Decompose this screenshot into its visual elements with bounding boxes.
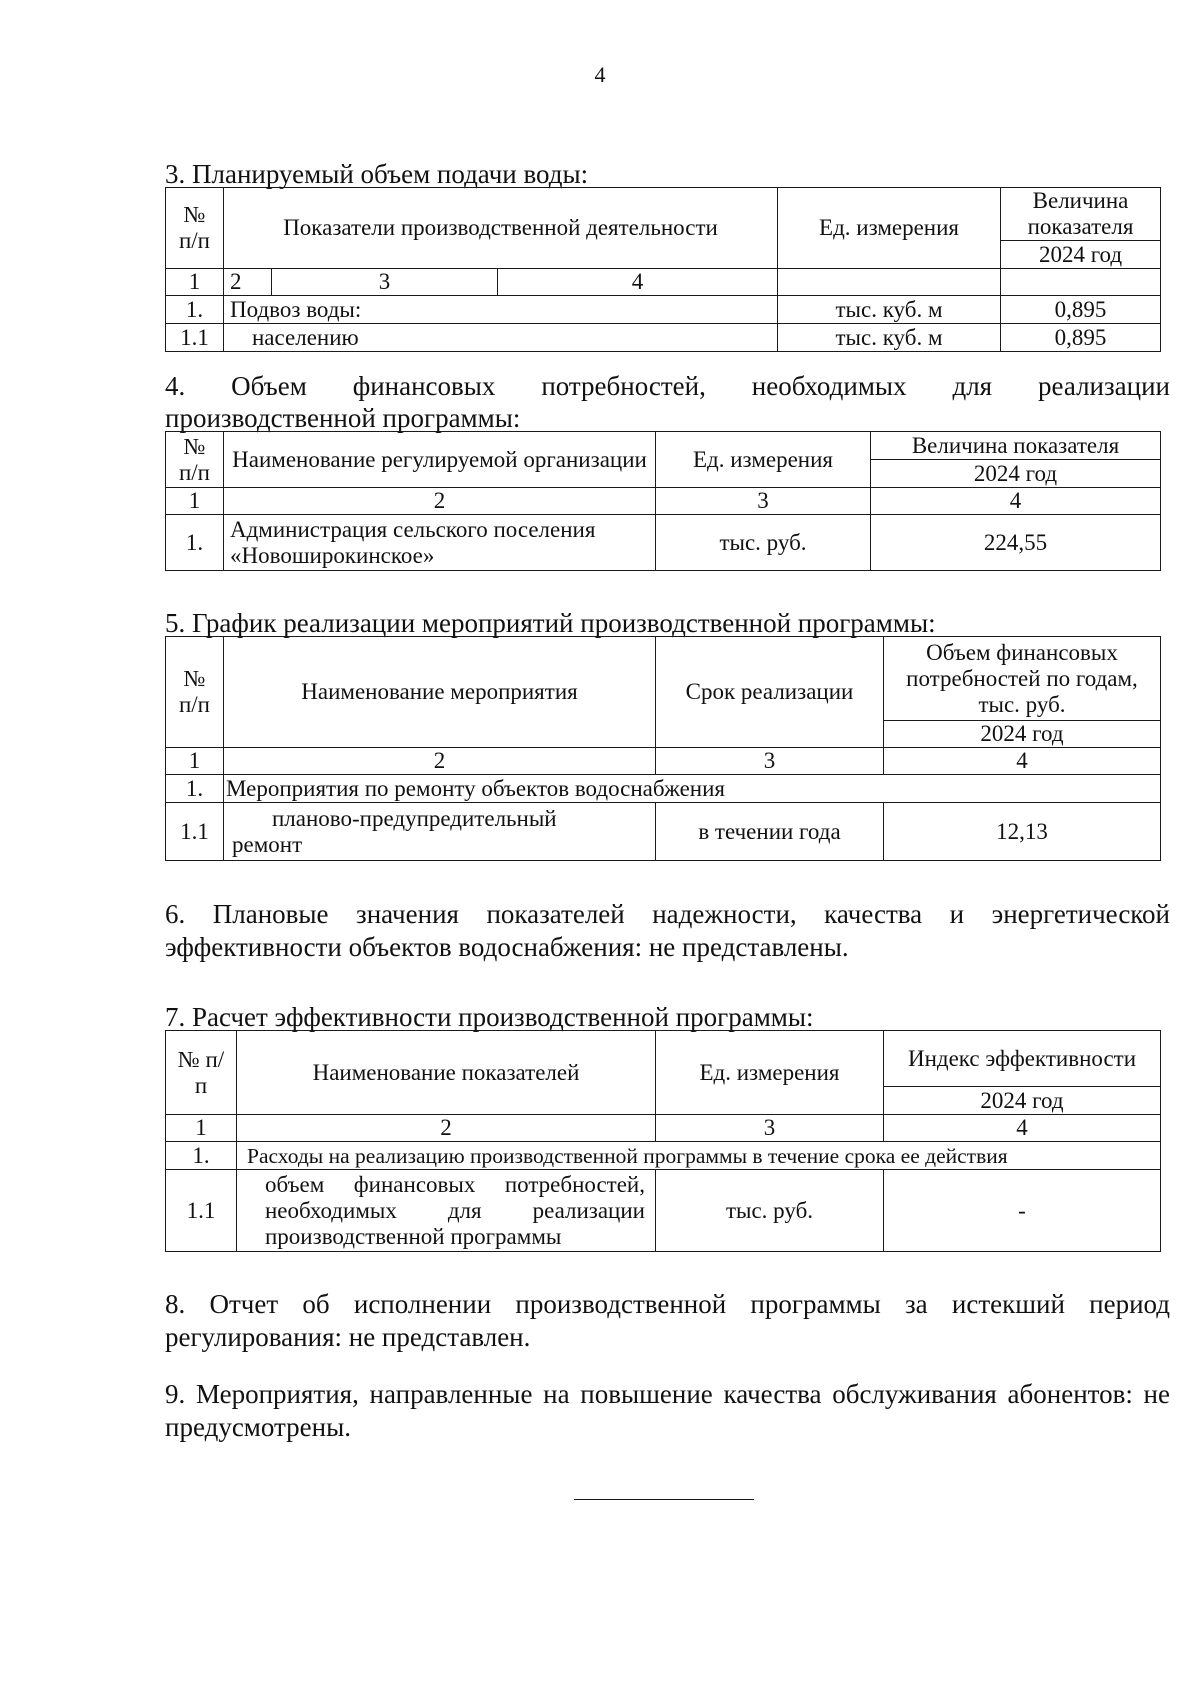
section-8-text: 8. Отчет об исполнении производственной программы за истекший период регулирования: не представлен. (165, 1289, 1170, 1352)
section-5-heading: 5. График реализации мероприятий производственной программы: (165, 608, 936, 638)
row-value: 224,55 (871, 515, 1161, 571)
table-row (166, 296, 1161, 324)
row-group-name: Расходы на реализацию производственной программы в течение срока ее действия (237, 1142, 1161, 1170)
section-7-heading: 7. Расчет эффективности производственной программы: (165, 1002, 814, 1032)
row-name-line1: объем финансовых потребностей, (265, 1171, 645, 1197)
header-no: № п/п (166, 1031, 237, 1115)
row-unit: тыс. руб. (656, 1170, 884, 1252)
num-cell: 2 (224, 269, 272, 296)
row-no: 1.1 (166, 803, 224, 861)
header-no: № п/п (166, 188, 224, 269)
row-no: 1.1 (166, 1170, 237, 1252)
num-cell: 2 (237, 1115, 656, 1142)
schedule-table (165, 636, 1161, 861)
section-4-heading-line1: 4. Объем финансовых потребностей, необходимых для реализации (165, 371, 1170, 401)
header-indicator: Показатели производственной деятельности (224, 188, 778, 269)
row-name-line3: производственной программы (265, 1223, 562, 1249)
num-cell-empty (778, 269, 1001, 296)
header-indicator: Наименование показателей (237, 1031, 656, 1115)
num-cell: 3 (656, 488, 871, 515)
row-name-line2: ремонт (232, 831, 303, 857)
row-value: 0,895 (1001, 296, 1161, 324)
row-unit: тыс. руб. (656, 515, 871, 571)
header-year: 2024 год (1001, 241, 1161, 269)
num-cell: 4 (871, 488, 1161, 515)
row-name (224, 515, 656, 571)
header-unit: Ед. измерения (656, 432, 871, 488)
header-year: 2024 год (871, 460, 1161, 488)
header-term: Срок реализации (656, 637, 884, 748)
row-name-line2: «Новоширокинское» (230, 542, 435, 568)
num-cell: 3 (656, 1115, 884, 1142)
header-index: Индекс эффективности (884, 1031, 1161, 1087)
page-number: 4 (594, 62, 606, 87)
table-row (166, 1170, 1161, 1252)
header-value: Величина показателя (1001, 188, 1161, 241)
header-event: Наименование мероприятия (224, 637, 656, 748)
table-row (166, 775, 1161, 803)
row-no: 1. (166, 775, 224, 803)
table-row (166, 324, 1161, 352)
row-no: 1. (166, 296, 224, 324)
num-cell: 1 (166, 1115, 237, 1142)
water-supply-table (165, 187, 1161, 352)
header-value: Объем финансовых потребностей по годам, тыс. руб. (884, 637, 1161, 721)
row-group-name: Мероприятия по ремонту объектов водоснабжения (224, 775, 1161, 803)
row-name-line1: Администрация сельского поселения (230, 516, 596, 542)
header-unit: Ед. измерения (656, 1031, 884, 1115)
section-6-text: 6. Плановые значения показателей надежности, качества и энергетической эффективности объектов водоснабжения: не представлены. (165, 899, 1170, 962)
section-9-text: 9. Мероприятия, направленные на повышение качества обслуживания абонентов: не предусмотрены. (165, 1379, 1170, 1442)
table-row (166, 515, 1161, 571)
row-name: Подвоз воды: (224, 296, 778, 324)
num-cell: 4 (498, 269, 778, 296)
num-cell: 2 (224, 488, 656, 515)
row-value: 12,13 (884, 803, 1161, 861)
row-name: населению (224, 324, 778, 352)
row-term: в течении года (656, 803, 884, 861)
num-cell: 3 (656, 748, 884, 775)
num-cell: 1 (166, 269, 224, 296)
num-cell-empty (1001, 269, 1161, 296)
row-unit: тыс. куб. м (778, 296, 1001, 324)
header-unit: Ед. измерения (778, 188, 1001, 269)
section-3-heading: 3. Планируемый объем подачи воды: (165, 159, 589, 189)
row-value: 0,895 (1001, 324, 1161, 352)
header-value: Величина показателя (871, 432, 1161, 460)
efficiency-table (165, 1030, 1161, 1252)
table-row (166, 803, 1161, 861)
section-4-heading-line2: производственной программы: (165, 403, 521, 433)
row-name (224, 803, 656, 861)
header-year: 2024 год (884, 1087, 1161, 1115)
row-no: 1. (166, 515, 224, 571)
financial-needs-table (165, 431, 1161, 571)
num-cell: 4 (884, 1115, 1161, 1142)
num-cell: 4 (884, 748, 1161, 775)
header-no: № п/п (166, 637, 224, 748)
num-cell: 3 (272, 269, 498, 296)
header-organization: Наименование регулируемой организации (224, 432, 656, 488)
header-no: № п/п (166, 432, 224, 488)
row-no: 1.1 (166, 324, 224, 352)
num-cell: 2 (224, 748, 656, 775)
num-cell: 1 (166, 748, 224, 775)
row-name (237, 1170, 656, 1252)
table-row (166, 1142, 1161, 1170)
row-no: 1. (166, 1142, 237, 1170)
row-value: - (884, 1170, 1161, 1252)
end-divider (574, 1499, 754, 1500)
row-name-line1: планово-предупредительный (272, 805, 557, 831)
row-name-line2: необходимых для реализации (265, 1197, 645, 1223)
row-unit: тыс. куб. м (778, 324, 1001, 352)
header-year: 2024 год (884, 721, 1161, 748)
num-cell: 1 (166, 488, 224, 515)
